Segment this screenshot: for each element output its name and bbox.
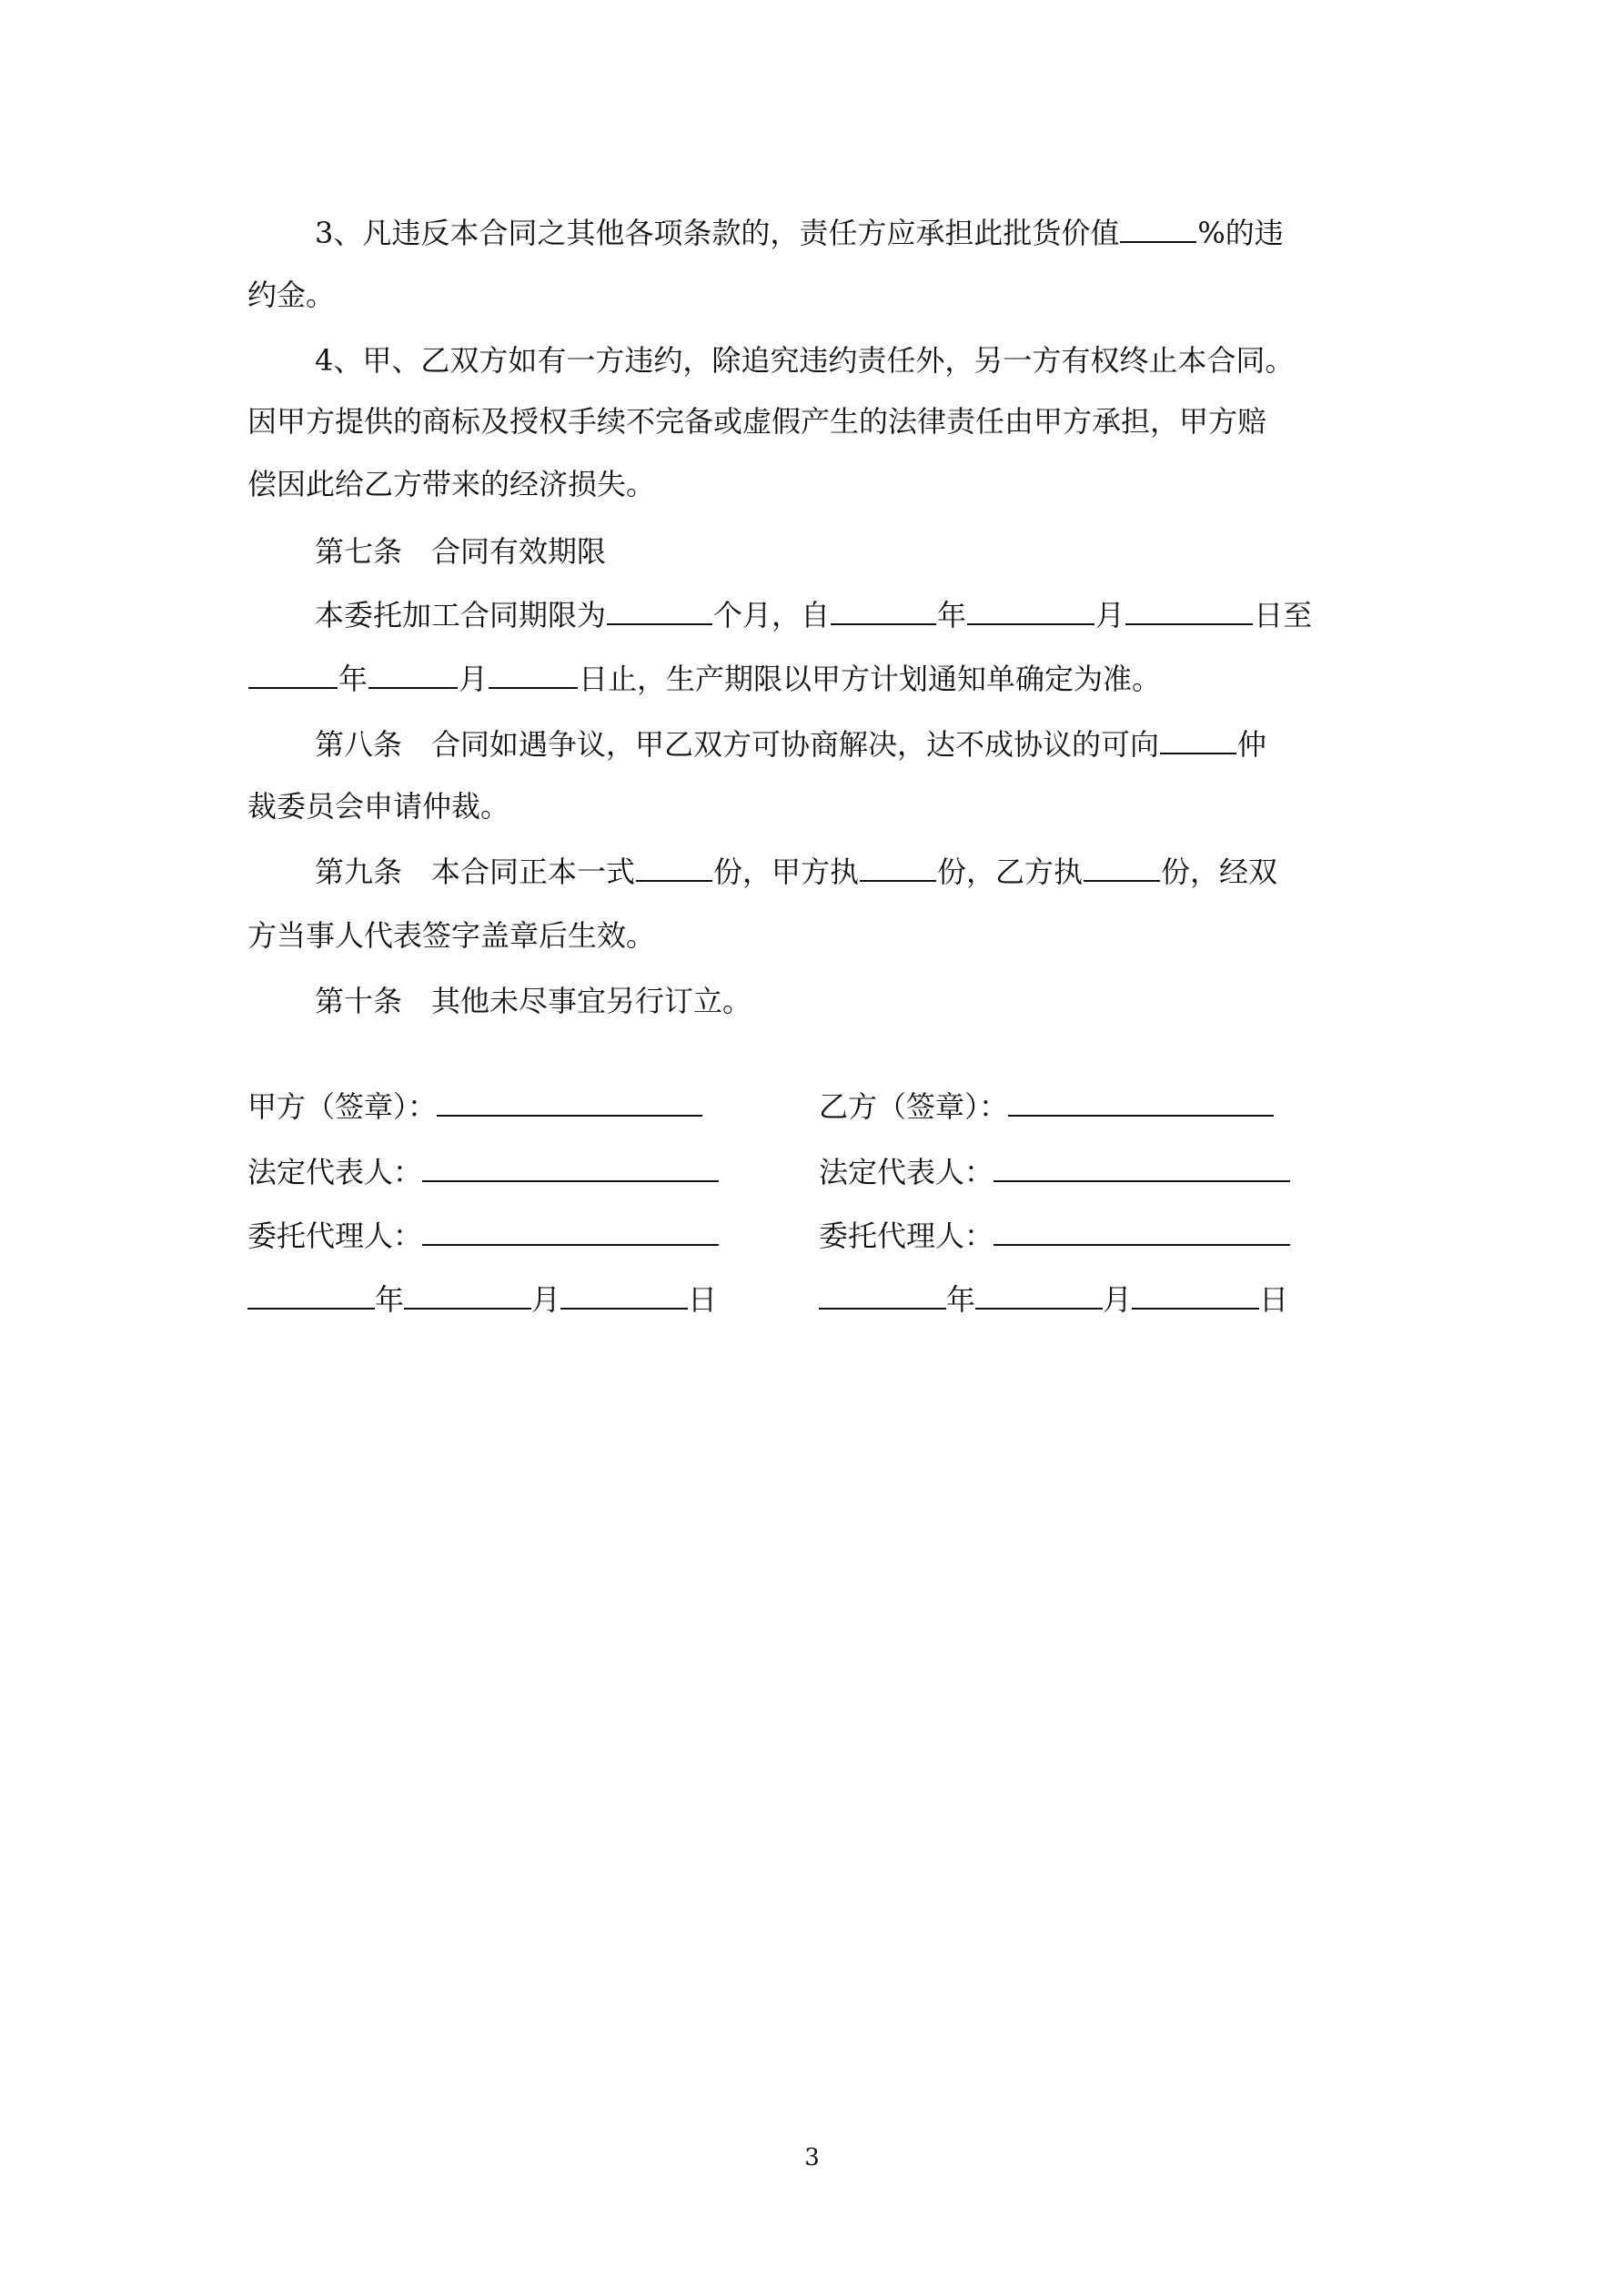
party-b-rep-row — [819, 1154, 1290, 1190]
party-b-copies-blank — [1084, 855, 1160, 882]
article-7-line-2 — [247, 661, 1389, 697]
party-b-date-row — [819, 1281, 1288, 1318]
party-b-agent-label: 委托代理人： — [819, 1219, 994, 1253]
article-9-line-2 — [247, 917, 1389, 954]
clause-4-text-2: 因甲方提供的商标及授权手续不完备或虚假产生的法律责任由甲方承担，甲方赔 — [247, 404, 1267, 439]
article-9-cont: 方当事人代表签字盖章后生效。 — [247, 918, 656, 953]
end-day-blank — [489, 662, 578, 689]
party-b-year-line — [819, 1282, 946, 1310]
clause-4-line-3 — [247, 466, 1389, 502]
term-text-d: 月 — [1095, 598, 1125, 632]
months-blank — [607, 598, 712, 625]
start-year-blank — [831, 598, 936, 625]
clause-3-line-2 — [247, 277, 1389, 313]
party-a-seal-label: 甲方（签章）： — [247, 1089, 438, 1124]
party-a-agent-label: 委托代理人： — [247, 1219, 423, 1253]
party-a-rep-line — [422, 1155, 719, 1182]
party-a-month-label: 月 — [531, 1282, 561, 1317]
party-a-copies-blank — [860, 855, 936, 882]
term-text-h: 日止，生产期限以甲方计划通知单确定为准。 — [579, 662, 1162, 696]
party-a-agent-row — [247, 1218, 719, 1254]
party-b-rep-label: 法定代表人： — [819, 1155, 994, 1189]
party-a-rep-row — [247, 1154, 719, 1190]
term-text-b: 个月，自 — [713, 598, 831, 632]
party-a-day-label: 日 — [688, 1282, 718, 1317]
clause-3-cont: 约金。 — [247, 278, 336, 312]
clause-4-line-2 — [247, 403, 1389, 440]
party-a-seal-line — [437, 1089, 702, 1117]
end-month-blank — [368, 662, 458, 689]
party-b-month-label: 月 — [1103, 1282, 1133, 1317]
article-8-text-end: 仲 — [1237, 727, 1267, 762]
article-8-cont: 裁委员会申请仲裁。 — [247, 789, 510, 824]
party-b-seal-label: 乙方（签章）： — [819, 1089, 1009, 1124]
party-b-month-line — [975, 1282, 1103, 1310]
clause-4-text-1: 4、甲、乙双方如有一方违约，除追究违约责任外，另一方有权终止本合同。 — [315, 343, 1295, 378]
party-a-rep-label: 法定代表人： — [247, 1155, 423, 1189]
end-year-blank — [248, 662, 338, 689]
article-9-text-b: 份，甲方执 — [713, 855, 860, 889]
start-day-blank — [1125, 598, 1253, 625]
clause-3-text-end: %的违 — [1197, 216, 1284, 250]
party-b-seal-row — [819, 1088, 1274, 1125]
term-text-a: 本委托加工合同期限为 — [315, 598, 607, 632]
penalty-percent-blank — [1120, 216, 1196, 243]
article-8-text: 第八条 合同如遇争议，甲乙双方可协商解决，达不成协议的可向 — [315, 727, 1160, 762]
article-10-text: 第十条 其他未尽事宜另行订立。 — [315, 984, 752, 1018]
party-a-day-line — [560, 1282, 688, 1310]
arbitration-body-blank — [1160, 727, 1236, 754]
party-a-year-label: 年 — [375, 1282, 405, 1317]
party-a-date-row — [247, 1281, 717, 1318]
term-text-f: 年 — [338, 662, 368, 696]
party-a-month-line — [404, 1282, 531, 1310]
total-copies-blank — [636, 855, 712, 882]
party-b-day-label: 日 — [1259, 1282, 1289, 1317]
clause-4-line-1 — [315, 342, 1389, 379]
article-9-line-1 — [315, 854, 1389, 890]
article-7-heading-text: 第七条 合同有效期限 — [315, 534, 607, 569]
article-9-text-c: 份，乙方执 — [937, 855, 1084, 889]
article-7-line-1 — [315, 597, 1389, 633]
party-b-rep-line — [994, 1155, 1290, 1182]
party-b-agent-line — [994, 1219, 1290, 1246]
article-9-text-a: 第九条 本合同正本一式 — [315, 855, 636, 889]
party-a-seal-row — [247, 1088, 702, 1125]
term-text-c: 年 — [937, 598, 967, 632]
party-b-seal-line — [1008, 1089, 1274, 1117]
article-8-line-2 — [247, 788, 1389, 824]
start-month-blank — [967, 598, 1094, 625]
page-number: 3 — [804, 2144, 820, 2171]
clause-3-line-1 — [315, 215, 1389, 251]
term-text-e: 日至 — [1254, 598, 1313, 632]
party-a-year-line — [247, 1282, 375, 1310]
article-10-line — [315, 983, 1389, 1019]
party-b-year-label: 年 — [946, 1282, 976, 1317]
article-8-line-1 — [315, 726, 1389, 763]
party-b-day-line — [1132, 1282, 1259, 1310]
party-a-agent-line — [422, 1219, 719, 1246]
article-9-text-d: 份，经双 — [1161, 855, 1278, 889]
clause-3-text: 3、凡违反本合同之其他各项条款的，责任方应承担此批货价值 — [315, 216, 1120, 250]
term-text-g: 月 — [459, 662, 489, 696]
article-7-heading — [315, 533, 1389, 570]
party-b-agent-row — [819, 1218, 1290, 1254]
clause-4-text-3: 偿因此给乙方带来的经济损失。 — [247, 467, 656, 501]
